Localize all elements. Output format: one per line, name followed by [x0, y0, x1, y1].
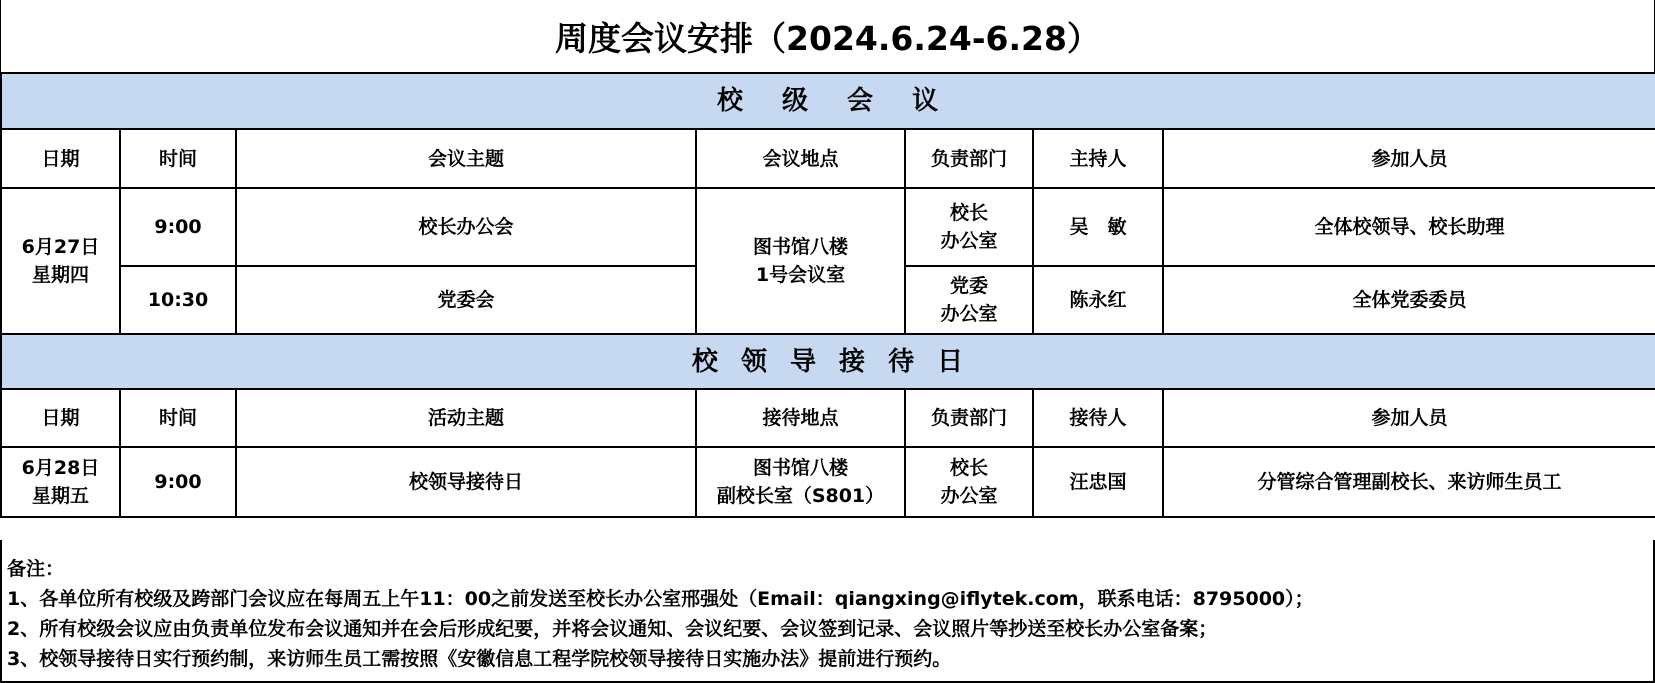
time-cell: 9:00 [120, 447, 236, 517]
header-department: 负责部门 [905, 129, 1033, 188]
notes-heading: 备注： [7, 558, 65, 580]
host-cell: 陈永红 [1033, 266, 1163, 334]
header-location: 会议地点 [696, 129, 905, 188]
note-line: 2、所有校级会议应由负责单位发布会议通知并在会后形成纪要，并将会议通知、会议纪要、会议签到记录、会议照片等抄送至校长办公室备案； [7, 618, 1218, 640]
note-line: 1、各单位所有校级及跨部门会议应在每周五上午11：00之前发送至校长办公室邢强处（Email：qiangxing@iflytek.com，联系电话：8795000）； [7, 588, 1314, 610]
header-attendees: 参加人员 [1163, 389, 1655, 447]
department-cell [905, 188, 1033, 266]
location-line: 图书馆八楼 [752, 236, 848, 258]
attendees-cell: 分管综合管理副校长、来访师生员工 [1163, 447, 1655, 517]
receiver-cell: 汪忠国 [1033, 447, 1163, 517]
table-header-row [1, 129, 1655, 188]
topic-cell: 校领导接待日 [236, 447, 696, 517]
section-heading-reception-day: 校 领 导 接 待 日 [1, 334, 1655, 389]
topic-cell: 校长办公会 [236, 188, 696, 266]
header-time: 时间 [120, 129, 236, 188]
header-date: 日期 [1, 389, 120, 447]
page-title: 周度会议安排（2024.6.24-6.28） [0, 0, 1655, 72]
date-text: 6月27日 [21, 236, 100, 258]
department-cell [905, 266, 1033, 334]
location-line: 副校长室（S801） [716, 485, 885, 507]
department-line: 党委 [949, 275, 988, 297]
department-line: 校长 [949, 457, 988, 479]
notes-section [0, 540, 1655, 683]
date-cell [1, 188, 120, 334]
department-line: 办公室 [940, 230, 998, 252]
host-cell: 吴 敏 [1033, 188, 1163, 266]
header-department: 负责部门 [905, 389, 1033, 447]
location-line: 图书馆八楼 [752, 457, 848, 479]
header-time: 时间 [120, 389, 236, 447]
time-cell: 10:30 [120, 266, 236, 334]
header-reception-location: 接待地点 [696, 389, 905, 447]
location-cell [696, 188, 905, 334]
schedule-table [0, 72, 1655, 518]
department-line: 办公室 [940, 303, 998, 325]
weekday-text: 星期四 [31, 264, 89, 286]
note-line: 3、校领导接待日实行预约制，来访师生员工需按照《安徽信息工程学院校领导接待日实施办法》提前进行预约。 [7, 648, 952, 670]
table-row [1, 188, 1655, 266]
table-header-row [1, 389, 1655, 447]
weekday-text: 星期五 [31, 485, 89, 507]
section-heading-row [1, 334, 1655, 389]
section-heading-row [1, 73, 1655, 129]
header-topic: 会议主题 [236, 129, 696, 188]
department-line: 办公室 [940, 485, 998, 507]
time-cell: 9:00 [120, 188, 236, 266]
header-receiver: 接待人 [1033, 389, 1163, 447]
department-cell [905, 447, 1033, 517]
topic-cell: 党委会 [236, 266, 696, 334]
attendees-cell: 全体党委委员 [1163, 266, 1655, 334]
header-date: 日期 [1, 129, 120, 188]
table-row [1, 447, 1655, 517]
attendees-cell: 全体校领导、校长助理 [1163, 188, 1655, 266]
header-attendees: 参加人员 [1163, 129, 1655, 188]
header-activity: 活动主题 [236, 389, 696, 447]
section-heading-school-meetings: 校 级 会 议 [1, 73, 1655, 129]
department-line: 校长 [949, 202, 988, 224]
header-host: 主持人 [1033, 129, 1163, 188]
date-cell [1, 447, 120, 517]
location-cell [696, 447, 905, 517]
location-line: 1号会议室 [755, 264, 846, 286]
date-text: 6月28日 [21, 457, 100, 479]
